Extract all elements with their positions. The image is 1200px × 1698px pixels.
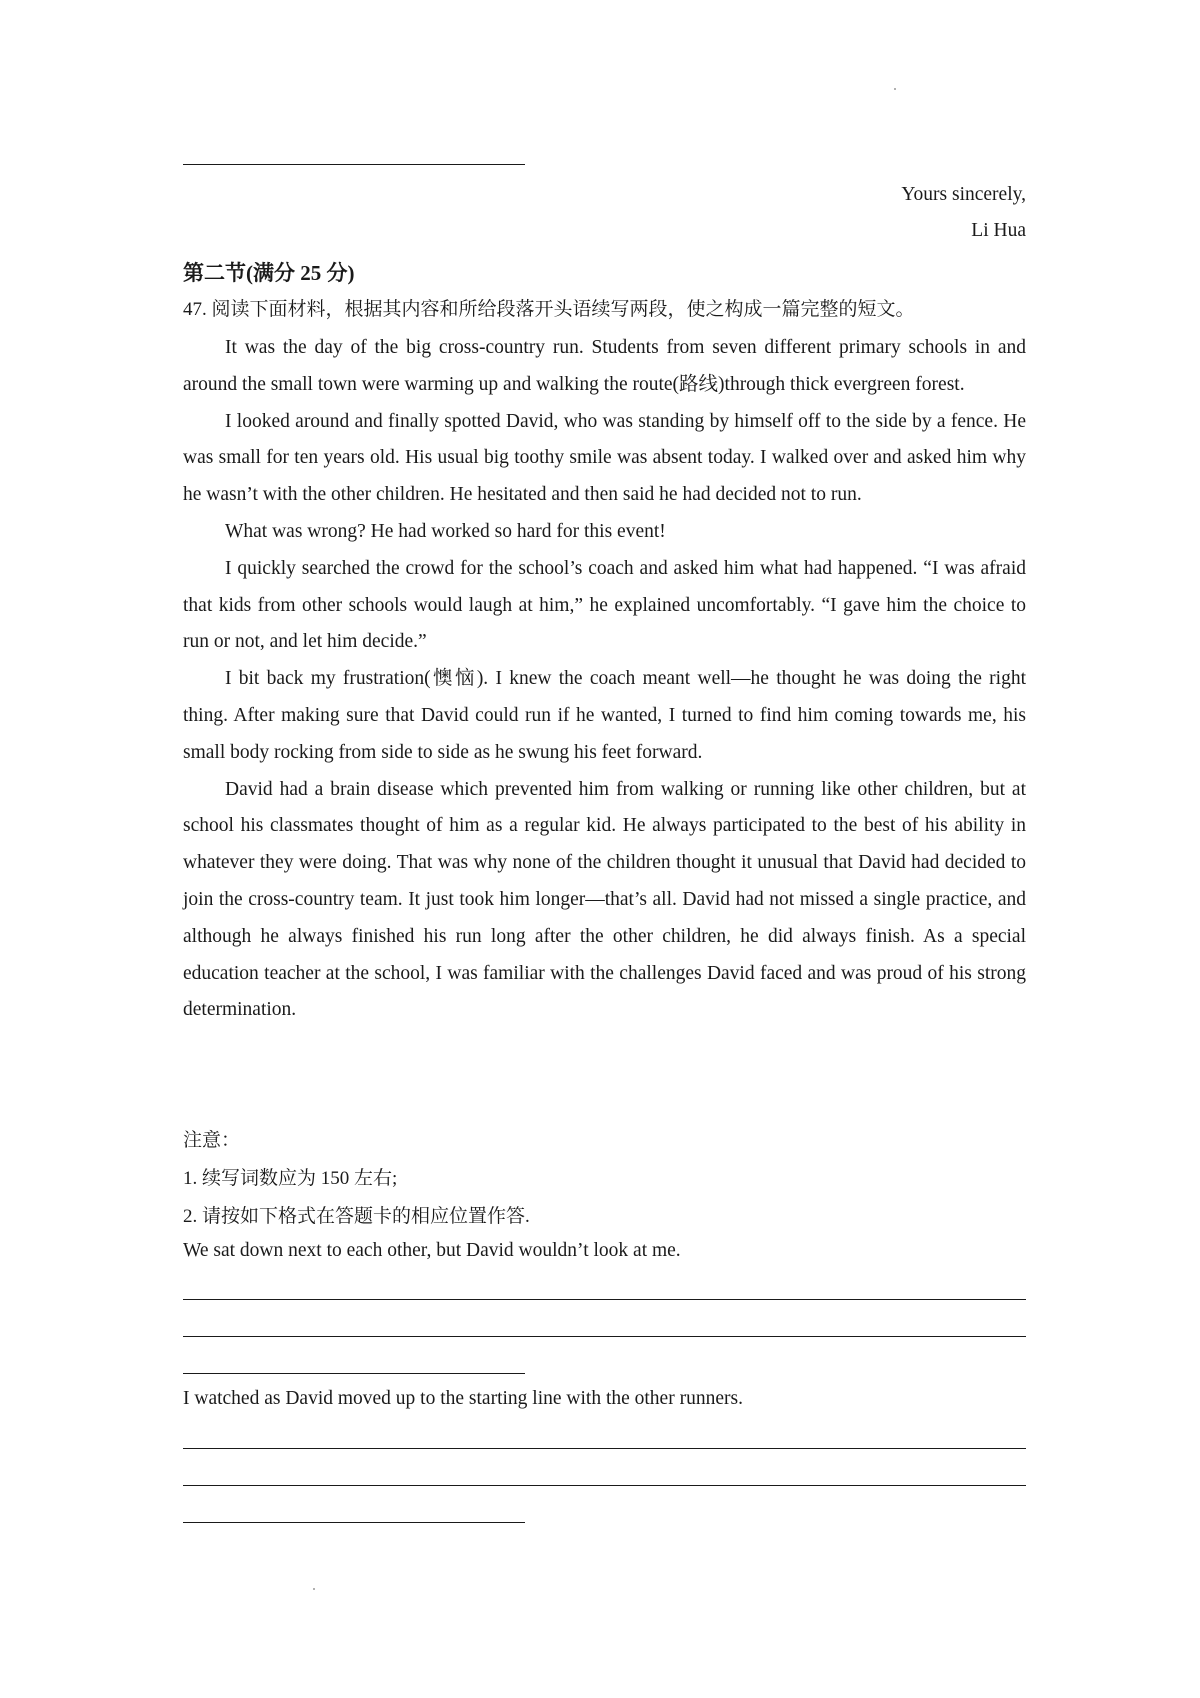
question-instruction: 47. 阅读下面材料，根据其内容和所给段落开头语续写两段，使之构成一篇完整的短文。 <box>183 299 915 320</box>
scan-speck <box>313 1588 315 1590</box>
note-item-1: 1. 续写词数应为 150 左右; <box>183 1168 398 1189</box>
letter-signature: Li Hua <box>971 220 1026 241</box>
continuation-lead-2: I watched as David moved up to the starting line with the other runners. <box>183 1388 743 1409</box>
letter-closing: Yours sincerely, <box>901 184 1026 205</box>
reading-passage <box>183 330 1026 1029</box>
note-item-2: 2. 请按如下格式在答题卡的相应位置作答. <box>183 1206 530 1227</box>
answer-line <box>183 1299 1026 1300</box>
answer-line <box>183 1485 1026 1486</box>
answer-blank-line <box>183 164 525 165</box>
notes-heading: 注意： <box>183 1130 241 1151</box>
passage-paragraph-3: What was wrong? He had worked so hard for this event! <box>225 520 666 542</box>
passage-paragraph-1: It was the day of the big cross-country run. Students from seven different primary schools in and around the small town were warming up and walking the route(路线)through thick evergreen forest. <box>183 337 1026 395</box>
scan-speck <box>894 88 896 90</box>
answer-line <box>183 1336 1026 1337</box>
passage-paragraph-2: I looked around and finally spotted David, who was standing by himself off to the side by a fence. He was small for ten years old. His usual big toothy smile was absent today. I walked over and asked him why he wasn’t with the other children. He hesitated and then said he had decided not to run. <box>183 410 1026 506</box>
answer-line <box>183 1522 525 1523</box>
passage-paragraph-6: David had a brain disease which prevented him from walking or running like other children, but at school his classmates thought of him as a regular kid. He always participated to the best of his ability in whatever they were doing. That was why none of the children thought it unusual that David had decided to join the cross-country team. It just took him longer—that’s all. David had not missed a single practice, and although he always finished his run long after the other children, he did always finish. As a special education teacher at the school, I was familiar with the challenges David faced and was proud of his strong determination. <box>183 778 1026 1021</box>
answer-line <box>183 1373 525 1374</box>
continuation-lead-1: We sat down next to each other, but David wouldn’t look at me. <box>183 1240 681 1261</box>
section-title: 第二节(满分 25 分) <box>183 261 355 285</box>
answer-line <box>183 1448 1026 1449</box>
passage-paragraph-5: I bit back my frustration(懊恼). I knew the coach meant well—he thought he was doing the right thing. After making sure that David could run if he wanted, I turned to find him coming towards me, his small body rocking from side to side as he swung his feet forward. <box>183 668 1026 763</box>
passage-paragraph-4: I quickly searched the crowd for the school’s coach and asked him what had happened. “I was afraid that kids from other schools would laugh at him,” he explained uncomfortably. “I gave him the choice to run or not, and let him decide.” <box>183 557 1026 653</box>
